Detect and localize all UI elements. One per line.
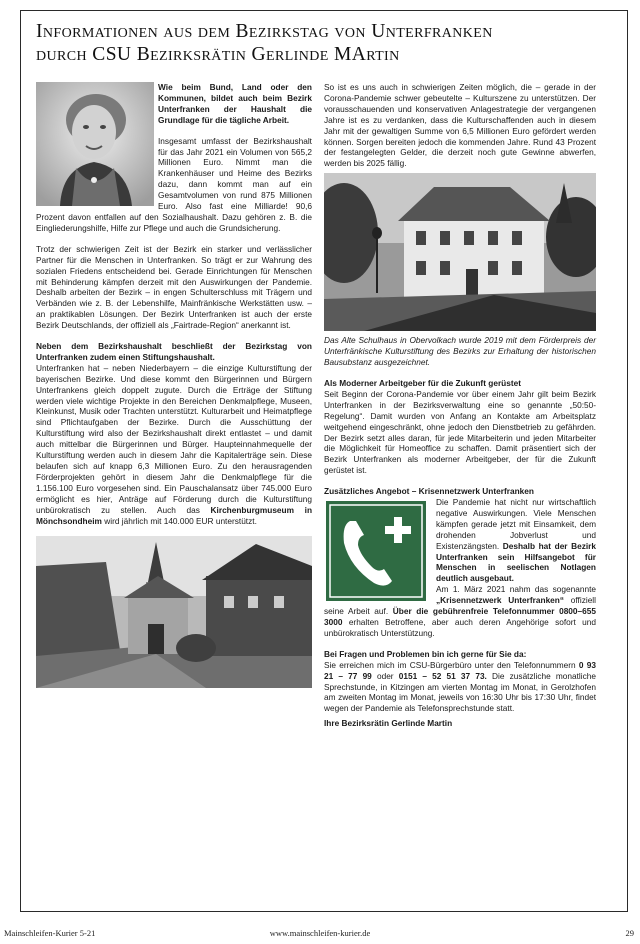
contact-text-a: Sie erreichen mich im CSU-Bürgerbüro unter den Telefonnummern [324,659,576,670]
contact-text-e: Die zusätzliche monatliche Sprechstunde, in Kitzingen am vierten Montag im Monat, in Gerolzhofen am zweiten Montag im Monat, jeweils von 16:30 Uhr bis 17:30 Uhr, findet wegen der Pandemie als Telefonsprechstunde statt. [324,670,596,714]
crisis-text: Die Pandemie hat nicht nur wirtschaftlich negative Auswirkungen. Viele Menschen kämpfen gerade jetzt mit Einsamkeit, dem drohenden Jobverlust und Existenzängsten. [436,497,596,551]
footer-page-number: 29 [625,928,634,938]
headline [36,20,608,66]
headline-line-2: durch CSU Bezirksrätin Gerlinde MArtin [36,44,400,65]
telephone-plus-icon [324,499,428,603]
crisis-heading: Zusätzliches Angebot – Krisennetzwerk Unterfranken [324,486,534,497]
culture-paragraph: So ist es uns auch in schwierigen Zeiten möglich, die – gerade in der Corona-Pandemie schwer gebeutelte – Kulturszene zu unterstützen. Der vorausschauenden und konservativen Anlagestrategie der vergangenen Jahre ist es zu verdanken, dass die Kulturschaffenden auch in diesem Jahr mit der gewaltigen Summe von 6,5 Millionen Euro gefördert werden können. Sorgen bereiten jedoch die kommenden Jahre. Rund 43 Prozent der festangelegten Gelder, die derzeit noch gute Gewinne abwerfen, werden bis 2025 fällig. [324,82,596,169]
hotline-text-e: erhalten Betroffene, aber auch deren Angehörige sofort und unbürokratisch Unterstützung. [324,617,596,638]
headline-line-1: Informationen aus dem Bezirkstag von Unterfranken [36,21,493,42]
left-column [36,82,312,688]
hotline-text-a: Am 1. März 2021 nahm das sogenannte [436,584,596,595]
schoolhouse-caption: Das Alte Schulhaus in Obervolkach wurde 2019 mit dem Förderpreis der Unterfränkische Kulturstiftung des Bezirks zur Erhaltung der historischen Bausubstanz ausgezeichnet. [324,335,596,368]
contact-text-or: oder [376,670,394,681]
foundation-end: wird jährlich mit 140.000 EUR unterstützt. [104,515,257,526]
portrait-photo [36,82,154,206]
signature: Ihre Bezirksrätin Gerlinde Martin [324,718,453,729]
foundation-heading: Neben dem Bezirkshaushalt beschließt der Bezirkstag von Unterfranken zudem einen Stiftungshaushalt. [36,341,312,362]
museum-name: Kirchenburgmuseum in Mönchsondheim [36,504,313,526]
partner-paragraph: Trotz der schwierigen Zeit ist der Bezirk ein starker und verlässlicher Partner für die Menschen in Unterfranken. So trägt er zur Wahrung des sozialen Friedens entscheidend bei. Gerade Einrichtungen für Menschen mit Behinderung kämpfen derzeit mit den Auswirkungen der Pandemie. Deshalb arbeiten der Bezirk – in engen Schulterschluss mit Trägern und Verbänden wie z. B. der Lebenshilfe, Mainfränkische Werkstätten usw. – an praktikablen Lösungen. Der Bezirk Unterfranken ist auch der erste Bezirk Deutschlands, der offiziell als „Fairtrade-Region“ anerkannt ist. [36,243,312,331]
network-name: „Krisennetzwerk Unterfranken“ [436,595,565,606]
hotline-text-c: offiziell seine Arbeit auf. [324,595,596,617]
phone-number-2: 0151 – 52 51 37 73. [398,670,487,681]
employer-paragraph: Seit Beginn der Corona-Pandemie vor über einem Jahr gilt beim Bezirk Unterfranken in der Bezirksverwaltung eine so genannte „50:50-Regelung“. Damit wurden von Anfang an Kontakte am Arbeitsplatz weitgehend eingeschränkt, ohne jedoch den Dienstbetrieb zu gefährden. Der Bezirk setzt alles daran, für jede Mitarbeiterin und jeden Mitarbeiter die Möglichkeit für Homeoffice zu schaffen. Damit präsentiert sich der Bezirk Unterfranken als moderner Arbeitgeber, der für die Zukunft gerüstet ist. [324,388,596,476]
foundation-text: Unterfranken hat – neben Niederbayern – die einzige Kulturstiftung der bayerischen Bezirke. Und diese kommt den Bürgerinnen und Bürgern Unterfrankens gleich doppelt zugute. Durch die Erträge der Stiftung werden viele wichtige Projekte in den Bereichen Denkmalpflege, Museen, Kleinkunst, Musik oder Trachten unterstützt. Kulturarbeit und Heimatpflege sind Pflichtaufgaben der Bezirke. Durch die Ausschüttung der Kulturstiftung wird also der Bezirkshaushalt direkt entlastet – und damit auch mittelbar die Bürgerinnen und Bürger. Haupteinnahmequelle der Kulturstiftung werden auch in diesem Jahr die Kapitalerträge sein. Diese belaufen sich auf knapp 6,3 Millionen Euro. Zu den herausragenden Förderprojekten gehört in diesem Jahr die Denkmalpflege für die 1.156.100 Euro vorgesehen sind. Ein Pauschalansatz über 745.000 Euro ermöglicht es hier, Anträge auf Förderung durch die Kulturstiftung unbürokratisch zu stellen. Auch das [36,362,312,515]
church-village-photo [36,536,312,688]
hotline-number: Über die gebührenfreie Telefonnummer 0800–655 3000 [324,606,596,627]
foundation-paragraph [36,363,312,527]
budget-paragraph: Insgesamt umfasst der Bezirkshaushalt für das Jahr 2021 ein Volumen von 565,2 Millionen Euro. Nimmt man die Krankenhäuser und Heime des Bezirks dazu, dann kommt man auf ein Gesamtvolumen von rund 875 Millionen Euro. Also fast eine Milliarde! 90,6 Prozent davon entfallen auf den Sozialhaushalt. Dazu gehören z. B. die Eingliederungshilfe, Hilfe zur Pflege und auch die Grundsicherung. [36,135,312,233]
footer-publication: Mainschleifen-Kurier 5-21 [4,928,96,938]
contact-heading: Bei Fragen und Problemen bin ich gerne für Sie da: [324,648,527,659]
right-column [324,82,596,729]
schoolhouse-photo [324,173,596,331]
intro-lead: Wie beim Bund, Land oder den Kommunen, bildet auch beim Bezirk Unterfranken der Haushalt die Grundlage für die tägliche Arbeit. [158,82,312,125]
employer-heading: Als Moderner Arbeitgeber für die Zukunft gerüstet [324,377,521,388]
footer-website[interactable]: www.mainschleifen-kurier.de [269,928,371,938]
crisis-bold-text: Deshalb hat der Bezirk Unterfranken sein Hilfsangebot für Menschen in seelischen Notlagen deutlich ausgebaut. [436,540,597,584]
phone-number-1: 0 93 21 – 77 99 [324,659,596,681]
contact-paragraph [324,660,596,715]
